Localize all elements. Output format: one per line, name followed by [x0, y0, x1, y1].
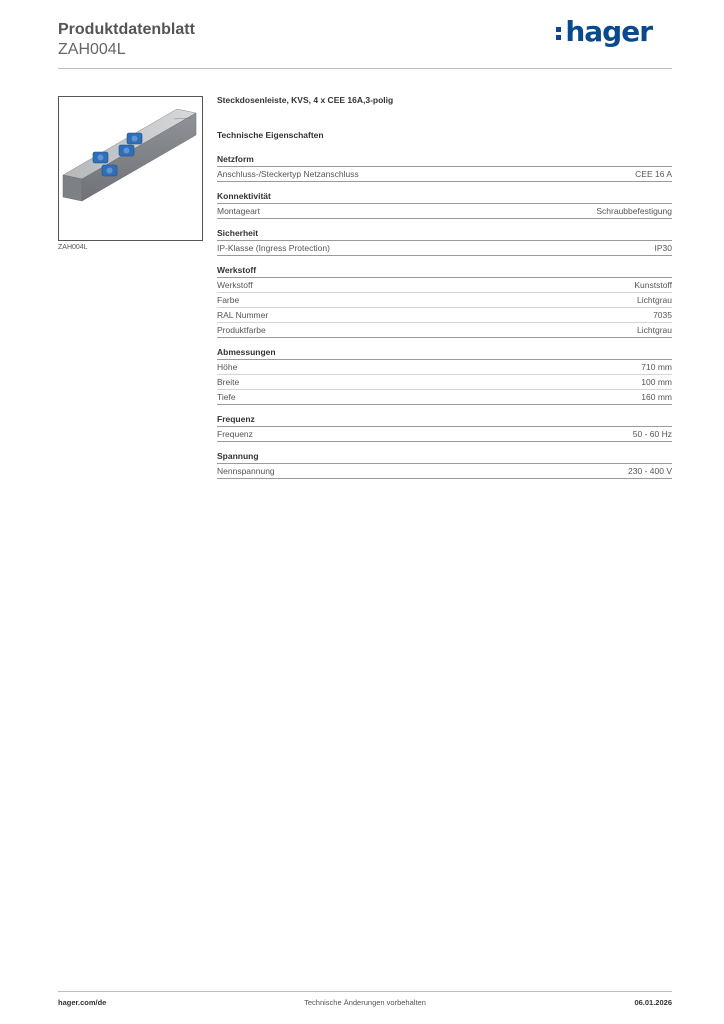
spec-label: Produktfarbe	[217, 325, 266, 335]
spec-value: IP30	[654, 243, 672, 253]
section-title: Konnektivität	[217, 190, 672, 204]
spec-row	[217, 360, 672, 375]
spec-value: 50 - 60 Hz	[632, 429, 672, 439]
spec-row	[217, 427, 672, 442]
footer-date: 06.01.2026	[634, 998, 672, 1007]
spec-row	[217, 308, 672, 323]
header-divider	[58, 68, 672, 69]
spec-label: Anschluss-/Steckertyp Netzanschluss	[217, 169, 359, 179]
footer-note: Technische Änderungen vorbehalten	[304, 998, 426, 1007]
spec-content	[217, 95, 672, 487]
spec-row	[217, 293, 672, 308]
spec-label: Tiefe	[217, 392, 236, 402]
spec-label: RAL Nummer	[217, 310, 269, 320]
spec-row	[217, 323, 672, 338]
spec-value: Kunststoff	[634, 280, 672, 290]
spec-label: IP-Klasse (Ingress Protection)	[217, 243, 330, 253]
spec-row	[217, 464, 672, 479]
product-code: ZAH004L	[58, 41, 126, 58]
page-header	[58, 20, 195, 60]
spec-label: Höhe	[217, 362, 238, 372]
spec-section-abmessungen	[217, 346, 672, 405]
spec-row	[217, 204, 672, 219]
spec-value: 100 mm	[641, 377, 672, 387]
hager-logo	[556, 16, 652, 48]
spec-value: 230 - 400 V	[628, 466, 672, 476]
spec-row	[217, 278, 672, 293]
spec-value: 710 mm	[641, 362, 672, 372]
product-image	[58, 96, 203, 241]
spec-label: Nennspannung	[217, 466, 275, 476]
spec-value: Schraubbefestigung	[596, 206, 672, 216]
section-title: Netzform	[217, 153, 672, 167]
section-title: Sicherheit	[217, 227, 672, 241]
spec-section-konnektivitaet	[217, 190, 672, 219]
spec-label: Montageart	[217, 206, 260, 216]
logo-dots-icon	[556, 24, 562, 43]
footer-divider	[58, 991, 672, 992]
image-caption: ZAH004L	[58, 244, 88, 251]
spec-value: Lichtgrau	[637, 295, 672, 305]
logo-text: hager	[565, 15, 652, 48]
spec-value: CEE 16 A	[635, 169, 672, 179]
spec-row	[217, 375, 672, 390]
spec-label: Frequenz	[217, 429, 253, 439]
spec-row	[217, 167, 672, 182]
power-strip-icon	[59, 97, 202, 240]
spec-section-frequenz	[217, 413, 672, 442]
spec-label: Breite	[217, 377, 240, 387]
spec-label: Farbe	[217, 295, 240, 305]
spec-section-werkstoff	[217, 264, 672, 338]
spec-section-netzform	[217, 153, 672, 182]
section-title: Spannung	[217, 450, 672, 464]
section-title: Frequenz	[217, 413, 672, 427]
footer-website-link[interactable]: hager.com/de	[58, 998, 107, 1007]
tech-properties-heading: Technische Eigenschaften	[217, 130, 324, 140]
spec-value: Lichtgrau	[637, 325, 672, 335]
section-title: Werkstoff	[217, 264, 672, 278]
spec-row	[217, 390, 672, 405]
spec-row	[217, 241, 672, 256]
section-title: Abmessungen	[217, 346, 672, 360]
spec-section-spannung	[217, 450, 672, 479]
spec-value: 160 mm	[641, 392, 672, 402]
spec-label: Werkstoff	[217, 280, 253, 290]
product-description: Steckdosenleiste, KVS, 4 x CEE 16A,3-polig	[217, 95, 394, 105]
spec-value: 7035	[653, 310, 672, 320]
page-title: Produktdatenblatt	[58, 21, 195, 38]
spec-section-sicherheit	[217, 227, 672, 256]
